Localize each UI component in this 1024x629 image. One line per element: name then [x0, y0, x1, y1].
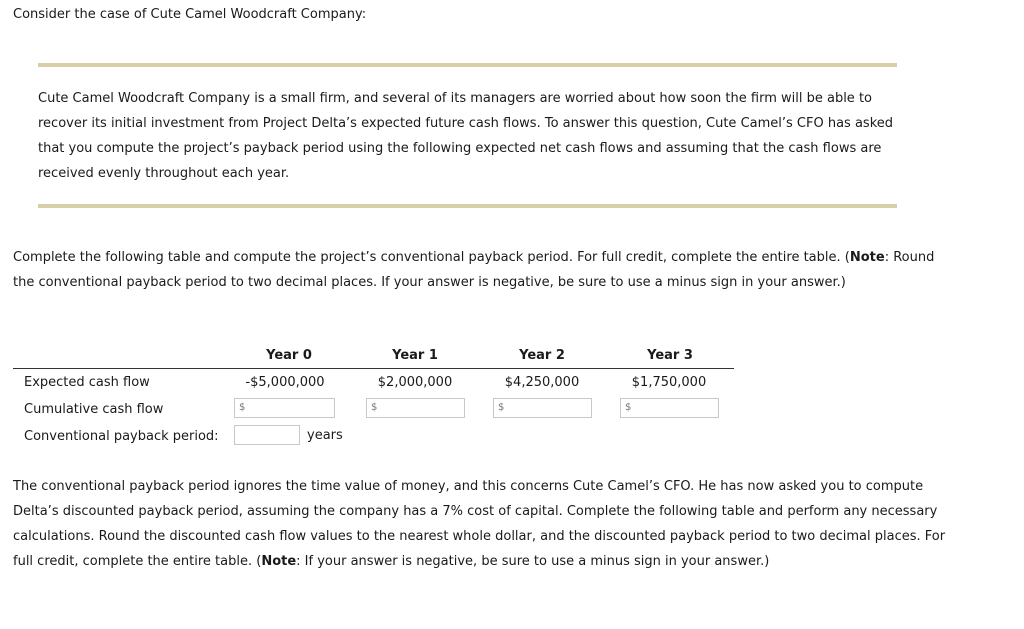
instruction-text: Complete the following table and compute the project’s conventional payback period. For full credit, complete the entire table. (	[13, 250, 850, 265]
instruction-text: : If your answer is negative, be sure to use a minus sign in your answer.)	[296, 554, 770, 569]
cumulative-input-year-3[interactable]	[620, 398, 719, 418]
row-label-expected: Expected cash flow	[24, 375, 150, 390]
instruction-text: : Round the conventional payback period to two decimal places. If your answer is negative, be sure to use a minus sign in your answer.)	[13, 250, 935, 290]
cumulative-input-year-1[interactable]	[366, 398, 465, 418]
expected-year-0: -$5,000,000	[245, 375, 325, 390]
currency-symbol: $	[371, 402, 378, 413]
row-label-payback: Conventional payback period:	[24, 429, 219, 444]
case-paragraph: Cute Camel Woodcraft Company is a small firm, and several of its managers are worried about how soon the firm will be able to recover its initial investment from Project Delta’s expected future cash flows. To answer this question, Cute Camel’s CFO has asked that you compute the project’s payback period using the following expected net cash flows and assuming that the cash flows are received evenly throughout each year.	[38, 91, 894, 181]
cumulative-input-year-2[interactable]	[493, 398, 592, 418]
currency-symbol: $	[625, 402, 632, 413]
cumulative-input-year-0[interactable]	[234, 398, 335, 418]
intro-text: Consider the case of Cute Camel Woodcraft Company:	[13, 7, 367, 22]
row-label-cumulative: Cumulative cash flow	[24, 402, 164, 417]
divider-top	[38, 63, 897, 67]
instruction-text: The conventional payback period ignores the time value of money, and this concerns Cute Camel’s CFO. He has now asked you to compute Delta’s discounted payback period, assuming the company has a 7% cost of capital. Complete the following table and perform any necessary calculations. Round the discounted cash flow values to the nearest whole dollar, and the discounted payback period to two decimal places. For full credit, complete the entire table. (	[13, 479, 946, 569]
header-year-3: Year 3	[647, 348, 693, 363]
note-label: Note	[849, 250, 885, 265]
currency-symbol: $	[239, 402, 246, 413]
years-label: years	[307, 428, 343, 443]
instruction-conventional	[13, 245, 958, 295]
currency-symbol: $	[498, 402, 505, 413]
expected-year-2: $4,250,000	[504, 375, 580, 390]
payback-period-input[interactable]	[234, 425, 300, 445]
header-year-1: Year 1	[392, 348, 438, 363]
divider-bottom	[38, 204, 897, 208]
instruction-discounted	[13, 474, 958, 574]
note-label: Note	[261, 554, 297, 569]
header-divider	[13, 368, 734, 369]
expected-year-3: $1,750,000	[631, 375, 707, 390]
expected-year-1: $2,000,000	[377, 375, 453, 390]
header-year-0: Year 0	[266, 348, 312, 363]
header-year-2: Year 2	[519, 348, 565, 363]
payback-table	[13, 343, 735, 453]
